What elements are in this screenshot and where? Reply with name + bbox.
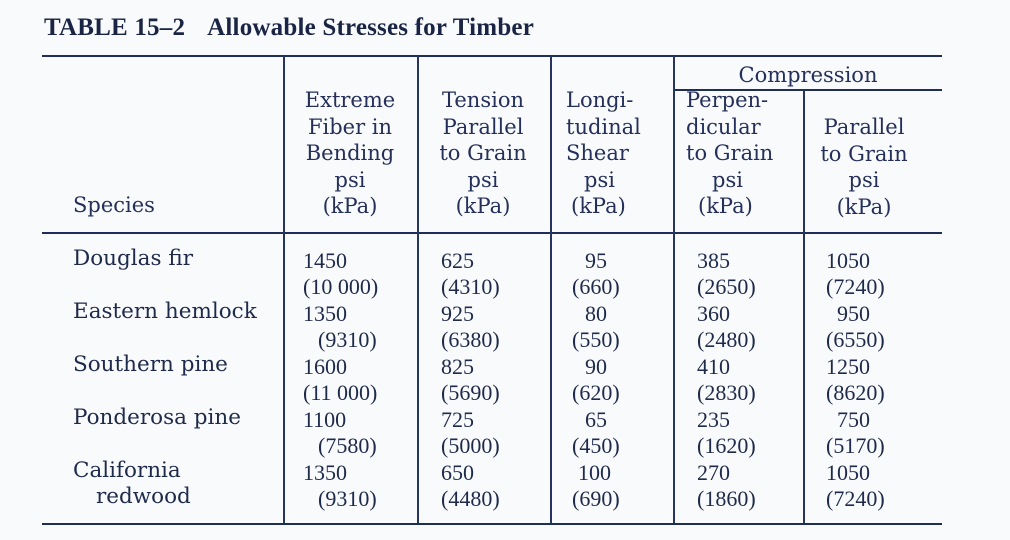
bending-value: 1450 — [303, 248, 347, 273]
perpendicular-value: 385 — [697, 248, 730, 273]
parallel-value-kpa: (5170) — [826, 433, 885, 458]
tension-value-kpa: (6380) — [441, 327, 500, 352]
bending-value-kpa: (10 000) — [303, 274, 379, 299]
table-caption: Allowable Stresses for Timber — [207, 14, 535, 41]
shear-value: 100 — [578, 460, 611, 485]
tension-value-kpa: (4310) — [441, 274, 500, 299]
species-cell: Douglas fir — [73, 246, 193, 271]
perpendicular-value-kpa: (1860) — [697, 486, 756, 511]
shear-value-kpa: (620) — [572, 380, 620, 405]
header-rule — [42, 232, 942, 234]
species-cell: California — [73, 458, 181, 483]
tension-value: 825 — [441, 354, 474, 379]
column-divider — [550, 56, 552, 523]
species-cell: Southern pine — [73, 352, 228, 377]
shear-value: 95 — [585, 248, 607, 273]
perpendicular-value-kpa: (1620) — [697, 433, 756, 458]
species-cell-line-2: redwood — [96, 484, 191, 509]
tension-value-kpa: (5000) — [441, 433, 500, 458]
bending-value-kpa: (7580) — [318, 433, 377, 458]
species-cell: Eastern hemlock — [73, 299, 257, 324]
column-divider — [673, 56, 675, 523]
parallel-value-kpa: (8620) — [826, 380, 885, 405]
bottom-rule — [42, 523, 942, 525]
parallel-header: Parallel to Grain psi (kPa) — [820, 115, 908, 219]
shear-value: 90 — [585, 354, 607, 379]
parallel-value: 1050 — [826, 460, 870, 485]
tension-header: Tension Parallel to Grain psi (kPa) — [439, 88, 527, 218]
perpendicular-value: 360 — [697, 301, 730, 326]
top-rule — [42, 55, 942, 57]
tension-value: 625 — [441, 248, 474, 273]
parallel-value: 1050 — [826, 248, 870, 273]
perpendicular-value: 410 — [697, 354, 730, 379]
tension-value: 925 — [441, 301, 474, 326]
tension-value: 725 — [441, 407, 474, 432]
bending-value: 1100 — [303, 407, 347, 432]
species-cell: Ponderosa pine — [73, 405, 241, 430]
shear-value-kpa: (450) — [572, 433, 620, 458]
shear-value-kpa: (690) — [572, 486, 620, 511]
shear-value-kpa: (550) — [572, 327, 620, 352]
parallel-value: 1250 — [826, 354, 870, 379]
bending-value: 1350 — [303, 301, 347, 326]
parallel-value: 950 — [837, 301, 870, 326]
parallel-value-kpa: (7240) — [826, 274, 885, 299]
column-divider — [417, 56, 419, 523]
bending-value-kpa: (9310) — [318, 327, 377, 352]
bending-value-kpa: (11 000) — [303, 380, 378, 405]
bending-header: Extreme Fiber in Bending psi (kPa) — [304, 88, 396, 218]
parallel-value: 750 — [837, 407, 870, 432]
bending-value: 1350 — [303, 460, 347, 485]
bending-value-kpa: (9310) — [318, 486, 377, 511]
shear-header: Longi- tudinal Shear psi (kPa) — [566, 88, 641, 218]
parallel-value-kpa: (6550) — [826, 327, 885, 352]
perpendicular-value-kpa: (2650) — [697, 274, 756, 299]
tension-value: 650 — [441, 460, 474, 485]
tension-value-kpa: (5690) — [441, 380, 500, 405]
species-header: Species — [73, 193, 155, 217]
table-label: TABLE 15–2 — [44, 14, 186, 41]
column-divider — [283, 56, 285, 523]
perpendicular-header: Perpen- dicular to Grain psi (kPa) — [686, 88, 774, 218]
parallel-value-kpa: (7240) — [826, 486, 885, 511]
compression-group-header: Compression — [738, 63, 878, 87]
perpendicular-value: 270 — [697, 460, 730, 485]
shear-value: 80 — [585, 301, 607, 326]
bending-value: 1600 — [303, 354, 347, 379]
shear-value: 65 — [585, 407, 607, 432]
shear-value-kpa: (660) — [572, 274, 620, 299]
column-divider — [803, 90, 805, 523]
perpendicular-value-kpa: (2830) — [697, 380, 756, 405]
perpendicular-value: 235 — [697, 407, 730, 432]
table-title — [44, 14, 534, 42]
perpendicular-value-kpa: (2480) — [697, 327, 756, 352]
tension-value-kpa: (4480) — [441, 486, 500, 511]
